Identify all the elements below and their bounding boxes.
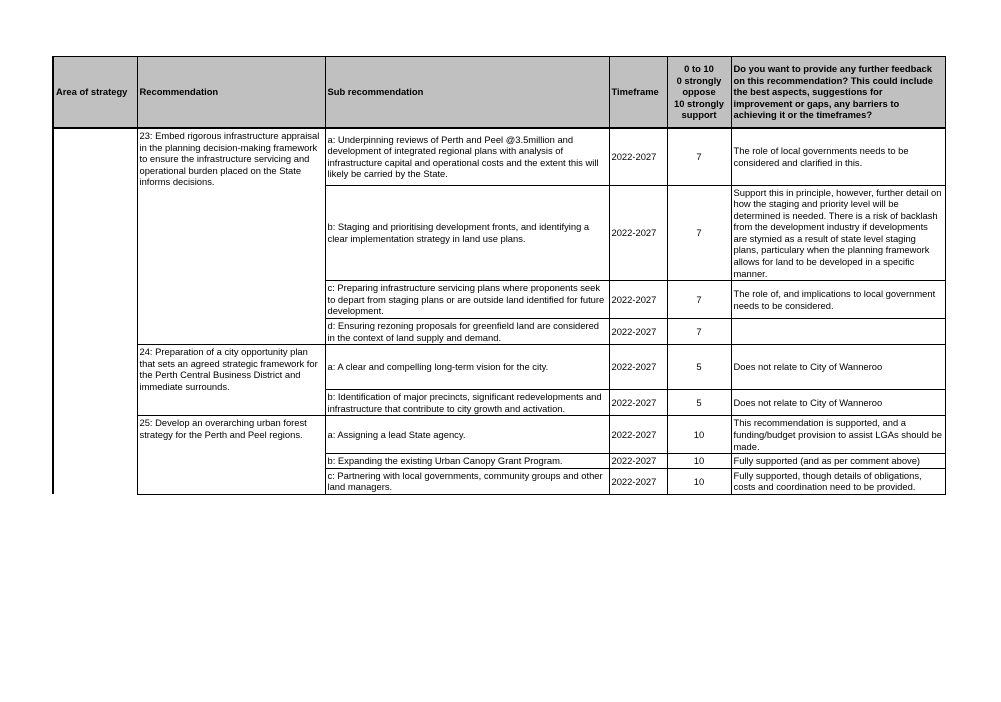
header-score (667, 57, 731, 129)
strategy-feedback-table (52, 56, 946, 495)
sub-recommendation-cell: b: Identification of major precincts, significant redevelopments and infrastructure that contribute to city growth and activation. (325, 390, 609, 416)
table-row (53, 345, 945, 390)
feedback-cell: Fully supported (and as per comment above) (731, 454, 945, 469)
score-cell: 5 (667, 390, 731, 416)
timeframe-cell: 2022-2027 (609, 128, 667, 185)
score-cell: 7 (667, 281, 731, 319)
header-score-range: 0 to 10 (684, 63, 714, 75)
score-cell: 7 (667, 319, 731, 345)
feedback-cell: Does not relate to City of Wanneroo (731, 390, 945, 416)
header-recommendation: Recommendation (137, 57, 325, 129)
score-cell: 10 (667, 468, 731, 494)
timeframe-cell: 2022-2027 (609, 319, 667, 345)
feedback-cell: The role of, and implications to local government needs to be considered. (731, 281, 945, 319)
score-cell: 7 (667, 185, 731, 281)
timeframe-cell: 2022-2027 (609, 345, 667, 390)
sub-recommendation-cell: c: Partnering with local governments, community groups and other land managers. (325, 468, 609, 494)
sub-recommendation-cell: a: A clear and compelling long-term vision for the city. (325, 345, 609, 390)
table-row (53, 128, 945, 185)
timeframe-cell: 2022-2027 (609, 416, 667, 454)
feedback-cell (731, 319, 945, 345)
header-feedback: Do you want to provide any further feedback on this recommendation? This could include the best aspects, suggestions for improvement or gaps, any barriers to achieving it or the timeframes? (731, 57, 945, 129)
score-cell: 10 (667, 454, 731, 469)
recommendation-cell: 23: Embed rigorous infrastructure appraisal in the planning decision-making framework to ensure the infrastructure servicing and operational burden placed on the State informs decisions. (137, 128, 325, 345)
sub-recommendation-cell: b: Staging and prioritising development fronts, and identifying a clear implementation strategy in land use plans. (325, 185, 609, 281)
feedback-cell: Support this in principle, however, further detail on how the staging and priority level will be determined is needed. There is a risk of backlash from the development industry if developments are stymied as a result of state level staging plans, particulary when the planning framework allows for land to be developed in a specific manner. (731, 185, 945, 281)
timeframe-cell: 2022-2027 (609, 390, 667, 416)
sub-recommendation-cell: a: Assigning a lead State agency. (325, 416, 609, 454)
header-score-oppose: 0 strongly oppose (676, 74, 722, 98)
timeframe-cell: 2022-2027 (609, 454, 667, 469)
area-cell (53, 128, 137, 494)
feedback-cell: The role of local governments needs to be considered and clarified in this. (731, 128, 945, 185)
recommendation-cell: 24: Preparation of a city opportunity plan that sets an agreed strategic framework for the Perth Central Business District and immediate surrounds. (137, 345, 325, 416)
sub-recommendation-cell: a: Underpinning reviews of Perth and Peel @3.5million and development of integrated regional plans with analysis of infrastructure capital and operational costs and the extent this will likely be carried by the State. (325, 128, 609, 185)
feedback-cell: Does not relate to City of Wanneroo (731, 345, 945, 390)
header-timeframe: Timeframe (609, 57, 667, 129)
timeframe-cell: 2022-2027 (609, 281, 667, 319)
feedback-cell: This recommendation is supported, and a funding/budget provision to assist LGAs should be made. (731, 416, 945, 454)
score-cell: 7 (667, 128, 731, 185)
header-row (53, 57, 945, 129)
header-area: Area of strategy (53, 57, 137, 129)
header-score-support: 10 strongly support (673, 97, 724, 121)
timeframe-cell: 2022-2027 (609, 185, 667, 281)
sub-recommendation-cell: b: Expanding the existing Urban Canopy Grant Program. (325, 454, 609, 469)
sub-recommendation-cell: c: Preparing infrastructure servicing plans where proponents seek to depart from staging plans or are outside land identified for future development. (325, 281, 609, 319)
score-cell: 5 (667, 345, 731, 390)
score-cell: 10 (667, 416, 731, 454)
timeframe-cell: 2022-2027 (609, 468, 667, 494)
recommendation-cell: 25: Develop an overarching urban forest strategy for the Perth and Peel regions. (137, 416, 325, 495)
table-row (53, 416, 945, 454)
header-sub-recommendation: Sub recommendation (325, 57, 609, 129)
sub-recommendation-cell: d: Ensuring rezoning proposals for greenfield land are considered in the context of land supply and demand. (325, 319, 609, 345)
feedback-cell: Fully supported, though details of obligations, costs and coordination need to be provided. (731, 468, 945, 494)
